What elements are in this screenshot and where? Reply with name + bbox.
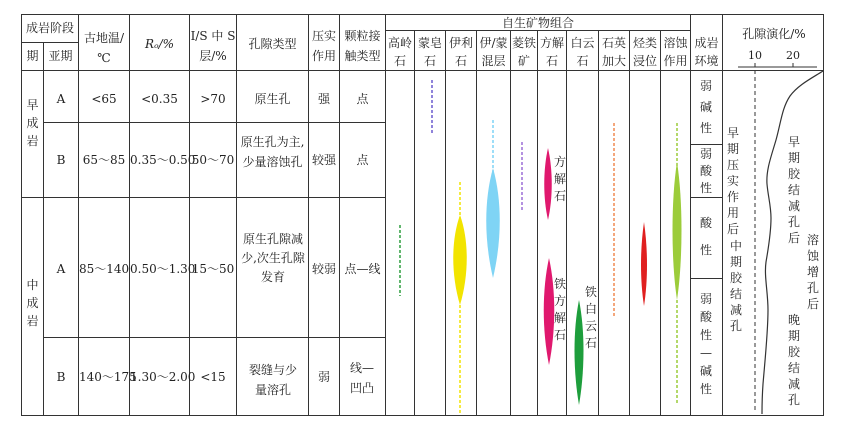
row-early-b-ro: 0.35～0.50 <box>130 153 196 167</box>
row-early-a-temp: <65 <box>91 92 117 106</box>
row-middle-b-contact: 线—凹凸 <box>349 361 374 395</box>
row-early-b-temp: 65～85 <box>82 153 126 167</box>
period-early: 早 成 岩 <box>26 98 39 148</box>
row-early-a-contact: 点 <box>356 92 369 106</box>
annot-mid-cementation: 中 期 胶 结 减 孔 <box>729 239 742 333</box>
row-early-a-is: >70 <box>200 92 226 106</box>
label-fe-dolomite: 铁 白 云 石 <box>584 285 597 350</box>
illite-smectite-range-shape <box>486 168 500 278</box>
illite-range-shape <box>453 215 467 305</box>
row-early-b-pore: 原生孔为主,少量溶蚀孔 <box>240 135 305 169</box>
row-early-b-contact: 点 <box>356 153 369 167</box>
header-ro: Rₒ/% <box>144 37 175 51</box>
mineral-range-bars <box>400 80 682 415</box>
header-stage-group: 成岩阶段 <box>25 21 74 35</box>
env-acid: 酸 性 <box>699 216 712 257</box>
row-early-b-compaction: 较强 <box>311 153 336 167</box>
header-mineral-siderite: 菱铁矿 <box>511 36 536 68</box>
header-authigenic: 自生矿物组合 <box>501 16 574 30</box>
dissolution-range-shape <box>673 162 682 300</box>
calcite-range-shape <box>544 148 552 220</box>
row-middle-b-compaction: 弱 <box>317 370 330 384</box>
header-mineral-dissolution: 溶蚀作用 <box>663 36 688 68</box>
annot-early-cementation: 早 期 胶 结 减 孔 后 <box>787 135 800 245</box>
header-is: I/S 中 S 层/% <box>190 29 236 63</box>
row-middle-a-is: 15～50 <box>191 262 235 276</box>
porosity-tick-20: 20 <box>786 49 800 62</box>
row-middle-a-contact: 点—线 <box>344 262 381 276</box>
header-mineral-quartz: 石英加大 <box>601 36 626 68</box>
row-early-a-ro: <0.35 <box>141 92 178 106</box>
header-subperiod: 亚期 <box>48 49 73 63</box>
label-fe-calcite: 铁 方 解 石 <box>553 277 566 342</box>
env-weak-alkaline: 弱 碱 性 <box>699 79 712 135</box>
period-middle: 中 成 岩 <box>26 278 39 328</box>
header-pore-type: 孔隙类型 <box>248 37 297 51</box>
header-mineral-illite-smectite: 伊/蒙混层 <box>479 36 508 68</box>
row-middle-a-compaction: 较弱 <box>311 262 336 276</box>
env-weak-acid: 弱 酸 性 <box>699 147 712 195</box>
row-middle-b-is: <15 <box>200 370 226 384</box>
env-weak-acid-alkaline: 弱 酸 性 — 碱 性 <box>699 292 712 396</box>
porosity-tick-10: 10 <box>748 49 762 62</box>
hydrocarbon-range-shape <box>641 222 647 306</box>
header-environment: 成岩环境 <box>694 36 719 68</box>
annot-dissolution-increase: 溶 蚀 增 孔 后 <box>806 233 819 311</box>
header-contact: 颗粒接触类型 <box>344 29 381 63</box>
header-mineral-kaolinite: 高岭石 <box>387 36 412 68</box>
row-middle-a-temp: 85～140 <box>79 262 130 276</box>
header-mineral-smectite: 蒙皂石 <box>417 36 442 68</box>
row-early-a-sub: A <box>56 92 66 106</box>
row-early-b-is: 50～70 <box>191 153 235 167</box>
header-period: 期 <box>26 49 39 63</box>
label-calcite: 方 解 石 <box>553 155 566 203</box>
annot-late-cementation: 晚 期 胶 结 减 孔 <box>787 313 800 407</box>
fe-dolomite-range-shape <box>575 300 584 405</box>
row-middle-a-sub: A <box>56 262 66 276</box>
row-middle-b-sub: B <box>56 370 66 384</box>
row-early-a-compaction: 强 <box>317 92 330 106</box>
header-mineral-illite: 伊利石 <box>448 36 473 68</box>
row-early-a-pore: 原生孔 <box>254 92 291 106</box>
header-compaction: 压实作用 <box>311 29 336 63</box>
header-mineral-hydrocarbon: 烃类浸位 <box>632 36 657 68</box>
row-middle-b-ro: 1.30～2.00 <box>130 370 196 384</box>
row-middle-a-pore: 原生孔隙减少,次生孔隙发育 <box>241 232 305 284</box>
annot-early-compaction: 早 期 压 实 作 用 后 <box>726 126 739 236</box>
header-porosity: 孔隙演化/% <box>742 27 806 41</box>
header-mineral-calcite: 方解石 <box>539 36 564 68</box>
header-mineral-dolomite: 白云石 <box>570 36 595 68</box>
header-paleotemp: 古地温/℃ <box>83 31 125 65</box>
row-middle-a-ro: 0.50～1.30 <box>130 262 196 276</box>
row-middle-b-temp: 140～175 <box>79 370 137 384</box>
row-early-b-sub: B <box>56 153 66 167</box>
row-middle-b-pore: 裂缝与少量溶孔 <box>248 363 297 397</box>
